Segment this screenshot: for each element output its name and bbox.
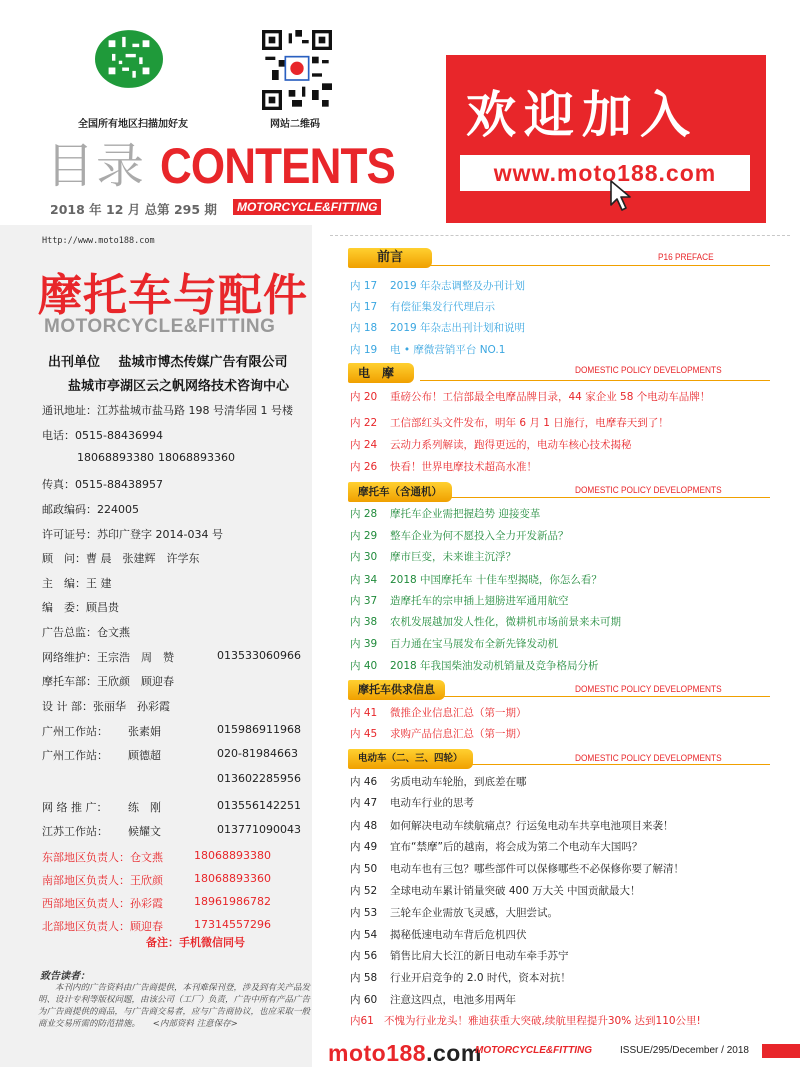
toc-page: 内 53 xyxy=(350,907,378,919)
section-rule xyxy=(420,380,770,381)
info-value-2: 015986911968 xyxy=(217,723,301,736)
regional-phone: 17314557296 xyxy=(194,918,271,931)
info-row xyxy=(42,501,139,517)
toc-title: 微推企业信息汇总（第一期） xyxy=(390,707,527,719)
section-en-label: P16 PREFACE xyxy=(658,252,714,262)
toc-page: 内 60 xyxy=(350,994,378,1006)
regional-contact xyxy=(42,849,271,865)
wechat-qr-caption: 全国所有地区扫描加好友 xyxy=(78,119,188,130)
regional-name: 王欣颜 xyxy=(130,874,163,887)
info-label: 许可证号： xyxy=(42,528,97,541)
toc-page: 内61 xyxy=(350,1015,374,1027)
info-label: 摩托车部： xyxy=(42,675,97,688)
toc-title: 宜布“禁摩”后的越南，将会成为第二个电动车大国吗？ xyxy=(390,841,643,853)
toc-page: 内 17 xyxy=(350,280,378,292)
welcome-url-link[interactable]: www.moto188.com xyxy=(460,155,750,191)
toc-title: 整车企业为何不愿投入全力开发新品？ xyxy=(390,530,569,542)
info-value: 顾德超 xyxy=(128,749,161,762)
toc-title: 2019 年杂志调整及办刊计划 xyxy=(390,280,526,292)
info-label: 传真： xyxy=(42,478,75,491)
toc-page: 内 22 xyxy=(350,417,378,429)
toc-entry[interactable] xyxy=(350,971,571,985)
toc-page: 内 20 xyxy=(350,391,378,403)
info-row xyxy=(42,747,298,763)
toc-title: 电 • 摩微营销平台 NO.1 xyxy=(390,344,506,356)
toc-title: 造摩托车的宗申插上翅膀进军通用航空 xyxy=(390,595,569,607)
toc-entry[interactable] xyxy=(350,993,516,1007)
toc-entry[interactable] xyxy=(350,507,540,521)
toc-entry[interactable] xyxy=(350,949,569,963)
divider xyxy=(330,235,790,236)
toc-page: 内 48 xyxy=(350,820,378,832)
info-value-2: 013556142251 xyxy=(217,799,301,812)
info-label: 电话： xyxy=(42,429,75,442)
toc-entry[interactable] xyxy=(350,573,602,587)
toc-page: 内 46 xyxy=(350,776,378,788)
reader-notice-text: 本刊内的广告资料由广告商提供，本刊难保刊登，涉及到有关产品发明、设计专利等版权问题，由该公司（工厂）负责，广告中所有产品广告为广告商提供的商品，与广告商交易者，应与广告商协议，也应采取一般商业交易所需的防范措施。 <内部资料 注意保存> xyxy=(38,983,311,1029)
toc-page: 内 45 xyxy=(350,728,378,740)
toc-entry[interactable] xyxy=(350,862,684,876)
toc-entry[interactable] xyxy=(350,928,527,942)
info-label: 编 委： xyxy=(42,601,86,614)
toc-entry[interactable] xyxy=(350,529,569,543)
info-row xyxy=(77,451,235,464)
toc-page: 内 39 xyxy=(350,638,378,650)
toc-page: 内 19 xyxy=(350,344,378,356)
toc-entry[interactable] xyxy=(350,706,527,720)
toc-page: 内 50 xyxy=(350,863,378,875)
toc-entry[interactable] xyxy=(350,884,641,898)
info-value: 江苏盐城市盐马路 198 号清华园 1 号楼 xyxy=(97,404,293,417)
toc-page: 内 49 xyxy=(350,841,378,853)
publisher-row-1 xyxy=(48,351,288,370)
info-row xyxy=(42,575,112,591)
toc-page: 内 40 xyxy=(350,660,378,672)
footer-accent-bar xyxy=(762,1044,800,1058)
toc-entry[interactable] xyxy=(350,321,525,335)
toc-title: 三轮车企业需放飞灵感，大胆尝试。 xyxy=(390,907,558,919)
regional-phone: 18068893360 xyxy=(194,872,271,885)
section-tab-ev[interactable]: 电动车（二、三、四轮） xyxy=(348,749,473,769)
info-value: 王宗浩 周 赞 xyxy=(97,651,174,664)
regional-label: 东部地区负责人： xyxy=(42,851,130,864)
footer-site-name[interactable] xyxy=(328,1040,482,1067)
toc-entry[interactable] xyxy=(350,550,516,564)
website-qr-code[interactable] xyxy=(262,30,332,110)
info-label: 广告总监： xyxy=(42,626,97,639)
toc-entry[interactable] xyxy=(350,343,505,357)
footer-brand: MOTORCYCLE&FITTING xyxy=(475,1045,593,1056)
info-row xyxy=(42,624,130,640)
masthead-panel xyxy=(0,225,312,1067)
section-rule xyxy=(440,696,770,697)
toc-page: 内 47 xyxy=(350,797,378,809)
wechat-remark: 备注：手机微信同号 xyxy=(146,936,245,949)
regional-phone: 18961986782 xyxy=(194,895,271,908)
toc-title: 揭秘低速电动车背后危机四伏 xyxy=(390,929,527,941)
info-row xyxy=(42,673,174,689)
toc-page: 内 41 xyxy=(350,707,378,719)
info-value: 顾昌贵 xyxy=(86,601,119,614)
wechat-qr-code[interactable] xyxy=(95,30,163,88)
page-title-en: CONTENTS xyxy=(160,138,395,194)
section-en-label: DOMESTIC POLICY DEVELOPMENTS xyxy=(575,485,722,495)
info-row xyxy=(42,799,301,815)
section-en-label: DOMESTIC POLICY DEVELOPMENTS xyxy=(575,753,722,763)
section-en-label: DOMESTIC POLICY DEVELOPMENTS xyxy=(575,365,722,375)
info-row xyxy=(42,550,200,566)
info-row xyxy=(42,649,301,665)
info-value-2: 013771090043 xyxy=(217,823,301,836)
regional-name: 孙彩霞 xyxy=(130,897,163,910)
toc-title: 全球电动车累计销量突破 400 万大关 中国贡献最大！ xyxy=(390,885,641,897)
toc-title: 摩托车企业需把握趋势 迎接变革 xyxy=(390,508,541,520)
info-label: 江苏工作站： xyxy=(42,825,108,838)
info-row xyxy=(42,526,223,542)
toc-page: 内 34 xyxy=(350,574,378,586)
footer-issue: ISSUE/295/December / 2018 xyxy=(620,1045,749,1056)
toc-title: 2018 中国摩托车 十佳车型揭晓，你怎么看？ xyxy=(390,574,602,586)
info-label: 网络维护： xyxy=(42,651,97,664)
regional-label: 北部地区负责人： xyxy=(42,920,130,933)
regional-contact xyxy=(42,895,271,911)
toc-entry[interactable] xyxy=(350,727,527,741)
page-title-cn: 目录 xyxy=(46,138,147,194)
magazine-logo-en: MOTORCYCLE&FITTING xyxy=(44,316,276,337)
regional-name: 顾迎春 xyxy=(130,920,163,933)
issue-line: 2018 年 12 月 总第 295 期 xyxy=(50,202,217,217)
toc-entry[interactable] xyxy=(350,840,642,854)
toc-page: 内 30 xyxy=(350,551,378,563)
footer-site-domain: .com xyxy=(426,1040,482,1066)
toc-title: 如何解决电动车续航痛点？行运兔电动车共享电池项目来袭！ xyxy=(390,820,674,832)
toc-page: 内 17 xyxy=(350,301,378,313)
toc-page: 内 24 xyxy=(350,439,378,451)
toc-entry[interactable] xyxy=(350,659,599,673)
toc-title: 行业开启竞争的 2.0 时代，资本对抗！ xyxy=(390,972,571,984)
info-value: 王 建 xyxy=(86,577,112,590)
publisher-name-1: 盐城市博杰传媒广告有限公司 xyxy=(118,355,288,370)
toc-page: 内 26 xyxy=(350,461,378,473)
info-row xyxy=(42,476,163,492)
regional-phone: 18068893380 xyxy=(194,849,271,862)
toc-title: 求购产品信息汇总（第一期） xyxy=(390,728,527,740)
toc-title: 重磅公布！工信部最全电摩品牌目录，44 家企业 58 个电动车品牌！ xyxy=(390,391,711,403)
info-label: 邮政编码： xyxy=(42,503,97,516)
info-label: 顾 问： xyxy=(42,552,86,565)
toc-title: 劣质电动车轮胎，到底差在哪 xyxy=(390,776,527,788)
section-tab-motorcycle[interactable]: 摩托车（含通机） xyxy=(348,482,452,502)
toc-entry[interactable] xyxy=(350,796,474,810)
info-row xyxy=(42,402,293,418)
toc-entry[interactable] xyxy=(350,615,621,629)
info-value: 18068893380 xyxy=(77,451,154,464)
toc-entry[interactable] xyxy=(350,438,632,452)
magazine-logo-cn: 摩托车与配件 xyxy=(38,270,308,321)
info-value: 张素娟 xyxy=(128,725,161,738)
toc-title: 有偿征集发行代理启示 xyxy=(390,301,495,313)
toc-title: 2018 年我国柴油发动机销量及竞争格局分析 xyxy=(390,660,599,672)
info-row xyxy=(42,823,301,839)
info-row xyxy=(42,599,119,615)
info-value: 仓文燕 xyxy=(97,626,130,639)
toc-title: 电动车行业的思考 xyxy=(390,797,474,809)
toc-entry[interactable] xyxy=(350,300,495,314)
info-value-2: 013602285956 xyxy=(217,772,301,785)
info-value: 224005 xyxy=(97,503,139,516)
masthead-url[interactable]: Http://www.moto188.com xyxy=(42,236,155,246)
info-row xyxy=(42,698,170,714)
info-value: 苏印广登字 2014-034 号 xyxy=(97,528,223,541)
toc-page: 内 58 xyxy=(350,972,378,984)
info-label: 主 编： xyxy=(42,577,86,590)
info-value: 曹 晨 张建辉 许学东 xyxy=(86,552,200,565)
toc-title: 农机发展越加发人性化，微耕机市场前景来未可期 xyxy=(390,616,621,628)
toc-page: 内 56 xyxy=(350,950,378,962)
info-value: 练 刚 xyxy=(128,801,161,814)
info-label: 网 络 推 广： xyxy=(42,801,108,814)
toc-title: 工信部红头文件发布，明年 6 月 1 日施行，电摩春天到了！ xyxy=(390,417,669,429)
reader-notice-title: 致告读者： xyxy=(40,971,90,982)
toc-title: 摩市巨变，未来谁主沉浮？ xyxy=(390,551,516,563)
info-label: 广州工作站： xyxy=(42,749,108,762)
info-label: 通讯地址： xyxy=(42,404,97,417)
welcome-banner[interactable] xyxy=(446,55,766,223)
info-value-2: 013533060966 xyxy=(217,649,301,662)
section-rule xyxy=(440,497,770,498)
toc-title: 快看！世界电摩技术超高水准！ xyxy=(390,461,537,473)
toc-page: 内 54 xyxy=(350,929,378,941)
mouse-cursor-icon xyxy=(608,179,638,213)
section-tab-electric-moto[interactable]: 电 摩 xyxy=(348,363,414,383)
info-row xyxy=(42,427,163,443)
toc-title: 注意这四点，电池多用两年 xyxy=(390,994,516,1006)
section-rule xyxy=(430,265,770,266)
toc-entry[interactable] xyxy=(350,819,674,833)
info-value-2: 020-81984663 xyxy=(217,747,298,760)
toc-title: 电动车也有三包？哪些部件可以保修哪些不必保修你要了解清！ xyxy=(390,863,684,875)
footer-site-main: moto188 xyxy=(328,1040,427,1066)
info-value: 0515-88436994 xyxy=(75,429,163,442)
toc-title: 销售比肩大长江的新日电动车牵手苏宁 xyxy=(390,950,569,962)
toc-entry[interactable] xyxy=(350,906,558,920)
toc-entry[interactable] xyxy=(350,416,669,430)
regional-name: 仓文燕 xyxy=(130,851,163,864)
publisher-label: 出刊单位 xyxy=(48,355,101,370)
section-tab-preface[interactable]: 前言 xyxy=(348,248,432,268)
toc-page: 内 37 xyxy=(350,595,378,607)
toc-title: 不愧为行业龙头！雅迪获重大突破,续航里程提升30% 达到110公里! xyxy=(384,1015,701,1027)
toc-entry[interactable] xyxy=(350,460,537,474)
info-value: 王欣颜 顾迎春 xyxy=(97,675,174,688)
section-rule xyxy=(440,764,770,765)
info-label: 设 计 部： xyxy=(42,700,93,713)
publisher-name-2: 盐城市亭湖区云之帆网络技术咨询中心 xyxy=(68,379,290,394)
toc-title: 2019 年杂志出刊计划和说明 xyxy=(390,322,526,334)
regional-label: 南部地区负责人： xyxy=(42,874,130,887)
info-value: 0515-88438957 xyxy=(75,478,163,491)
section-en-label: DOMESTIC POLICY DEVELOPMENTS xyxy=(575,684,722,694)
toc-entry[interactable] xyxy=(350,390,710,404)
regional-contact xyxy=(42,872,271,888)
toc-title: 百力通在宝马展发布全新先锋发动机 xyxy=(390,638,558,650)
info-value: 候耀文 xyxy=(128,825,161,838)
toc-entry[interactable] xyxy=(350,279,525,293)
toc-page: 内 29 xyxy=(350,530,378,542)
section-tab-supply-demand[interactable]: 摩托车供求信息 xyxy=(348,680,445,700)
info-value: 张丽华 孙彩霞 xyxy=(93,700,170,713)
welcome-title: 欢迎加入 xyxy=(466,85,698,144)
toc-entry[interactable] xyxy=(350,637,558,651)
toc-page: 内 38 xyxy=(350,616,378,628)
info-value-2: 18068893360 xyxy=(158,451,235,464)
toc-page: 内 18 xyxy=(350,322,378,334)
toc-title: 云动力系列解读，跑得更远的，电动车核心技术揭秘 xyxy=(390,439,632,451)
brand-tag: MOTORCYCLE&FITTING xyxy=(233,199,381,215)
toc-entry[interactable] xyxy=(350,1014,701,1028)
info-label: 广州工作站： xyxy=(42,725,108,738)
toc-entry[interactable] xyxy=(350,775,527,789)
info-row xyxy=(42,723,301,739)
regional-label: 西部地区负责人： xyxy=(42,897,130,910)
toc-page: 内 28 xyxy=(350,508,378,520)
website-qr-caption: 网站二维码 xyxy=(270,119,320,130)
toc-entry[interactable] xyxy=(350,594,569,608)
toc-page: 内 52 xyxy=(350,885,378,897)
regional-contact xyxy=(42,918,271,934)
